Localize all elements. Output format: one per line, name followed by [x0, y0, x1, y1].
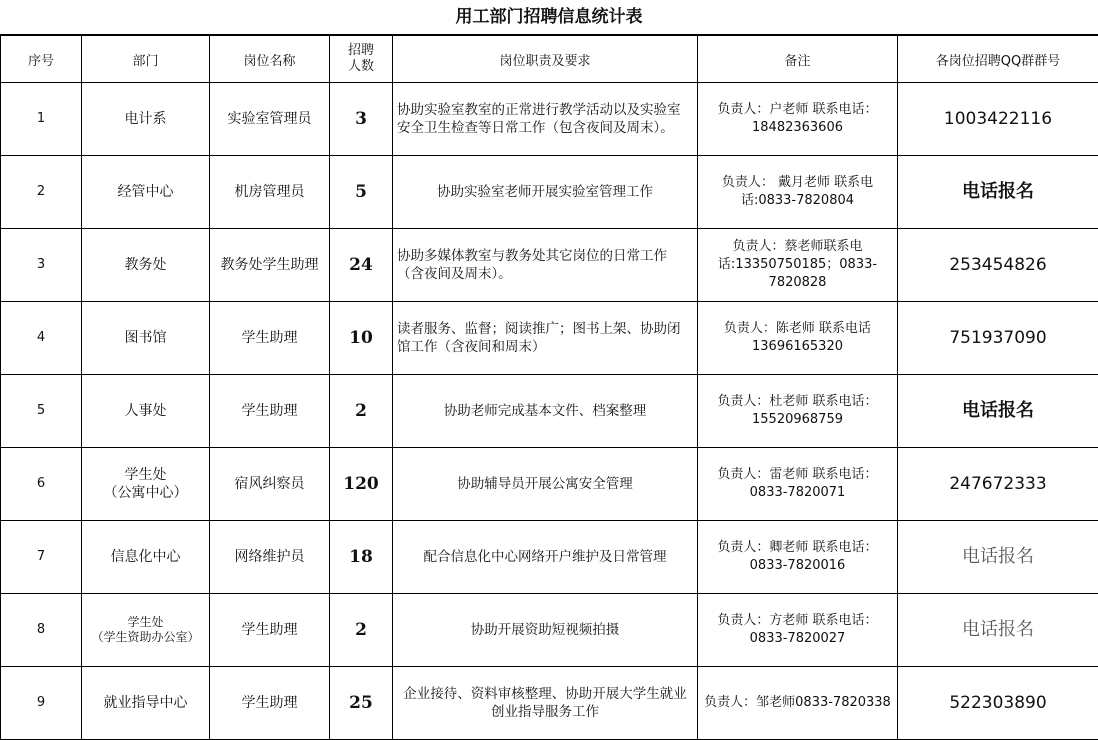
row-duty: 协助辅导员开展公寓安全管理	[393, 448, 698, 521]
row-dept	[82, 594, 210, 667]
recruitment-table	[0, 35, 1098, 740]
header-note: 备注	[698, 36, 898, 83]
row-position: 教务处学生助理	[210, 229, 330, 302]
header-row	[1, 36, 1098, 83]
row-duty: 企业接待、资料审核整理、协助开展大学生就业创业指导服务工作	[393, 667, 698, 740]
row-note: 负责人：雷老师 联系电话：0833-7820071	[698, 448, 898, 521]
row-note: 负责人：邹老师0833-7820338	[698, 667, 898, 740]
row-note: 负责人：蔡老师联系电话:13350750185；0833-7820828	[698, 229, 898, 302]
row-position: 实验室管理员	[210, 83, 330, 156]
row-count: 24	[330, 229, 393, 302]
row-dept-line2: （公寓中心）	[104, 485, 188, 501]
row-num: 5	[1, 375, 82, 448]
row-count: 120	[330, 448, 393, 521]
row-position: 学生助理	[210, 375, 330, 448]
row-qq: 1003422116	[898, 83, 1098, 156]
row-duty: 协助实验室老师开展实验室管理工作	[393, 156, 698, 229]
row-dept-line1: 学生处	[127, 615, 163, 629]
header-position: 岗位名称	[210, 36, 330, 83]
row-note: 负责人：杜老师 联系电话：15520968759	[698, 375, 898, 448]
row-count: 3	[330, 83, 393, 156]
row-duty: 配合信息化中心网络开户维护及日常管理	[393, 521, 698, 594]
table-row	[1, 594, 1098, 667]
row-count: 25	[330, 667, 393, 740]
header-num: 序号	[1, 36, 82, 83]
row-note: 负责人：卿老师 联系电话：0833-7820016	[698, 521, 898, 594]
row-qq: 电话报名	[898, 156, 1098, 229]
header-count	[330, 36, 393, 83]
row-num: 6	[1, 448, 82, 521]
row-dept: 图书馆	[82, 302, 210, 375]
row-position: 学生助理	[210, 594, 330, 667]
table-row	[1, 156, 1098, 229]
header-qq: 各岗位招聘QQ群群号	[898, 36, 1098, 83]
row-duty: 协助老师完成基本文件、档案整理	[393, 375, 698, 448]
row-qq: 电话报名	[898, 521, 1098, 594]
row-position: 宿风纠察员	[210, 448, 330, 521]
row-position: 网络维护员	[210, 521, 330, 594]
row-position: 机房管理员	[210, 156, 330, 229]
row-dept: 就业指导中心	[82, 667, 210, 740]
row-position: 学生助理	[210, 667, 330, 740]
row-dept: 电计系	[82, 83, 210, 156]
row-duty: 协助实验室教室的正常进行教学活动以及实验室安全卫生检查等日常工作（包含夜间及周末）。	[393, 83, 698, 156]
row-dept: 信息化中心	[82, 521, 210, 594]
sheet-title: 用工部门招聘信息统计表	[0, 0, 1098, 35]
row-position: 学生助理	[210, 302, 330, 375]
row-count: 10	[330, 302, 393, 375]
row-dept-line2: （学生资助办公室）	[91, 630, 199, 644]
header-count-line2: 人数	[348, 59, 374, 74]
row-count: 2	[330, 375, 393, 448]
row-note: 负责人：户老师 联系电话：18482363606	[698, 83, 898, 156]
table-row	[1, 229, 1098, 302]
row-note: 负责人：方老师 联系电话：0833-7820027	[698, 594, 898, 667]
row-qq: 253454826	[898, 229, 1098, 302]
row-note: 负责人：陈老师 联系电话13696165320	[698, 302, 898, 375]
header-dept: 部门	[82, 36, 210, 83]
table-row	[1, 302, 1098, 375]
row-dept: 教务处	[82, 229, 210, 302]
header-count-line1: 招聘	[348, 43, 374, 58]
row-qq: 电话报名	[898, 375, 1098, 448]
row-qq: 电话报名	[898, 594, 1098, 667]
row-duty: 协助开展资助短视频拍摄	[393, 594, 698, 667]
row-num: 8	[1, 594, 82, 667]
row-count: 5	[330, 156, 393, 229]
row-qq: 522303890	[898, 667, 1098, 740]
table-row	[1, 83, 1098, 156]
row-note: 负责人： 戴月老师 联系电话:0833-7820804	[698, 156, 898, 229]
row-dept: 人事处	[82, 375, 210, 448]
header-duty: 岗位职责及要求	[393, 36, 698, 83]
row-count: 18	[330, 521, 393, 594]
row-num: 4	[1, 302, 82, 375]
table-row	[1, 375, 1098, 448]
row-duty: 协助多媒体教室与教务处其它岗位的日常工作（含夜间及周末）。	[393, 229, 698, 302]
row-num: 7	[1, 521, 82, 594]
row-num: 1	[1, 83, 82, 156]
row-num: 3	[1, 229, 82, 302]
row-duty: 读者服务、监督；阅读推广；图书上架、协助闭馆工作（含夜间和周末）	[393, 302, 698, 375]
table-row	[1, 521, 1098, 594]
row-dept: 经管中心	[82, 156, 210, 229]
table-row	[1, 667, 1098, 740]
table-row	[1, 448, 1098, 521]
row-num: 9	[1, 667, 82, 740]
row-qq: 751937090	[898, 302, 1098, 375]
row-qq: 247672333	[898, 448, 1098, 521]
row-dept	[82, 448, 210, 521]
row-dept-line1: 学生处	[125, 467, 167, 483]
row-num: 2	[1, 156, 82, 229]
row-count: 2	[330, 594, 393, 667]
